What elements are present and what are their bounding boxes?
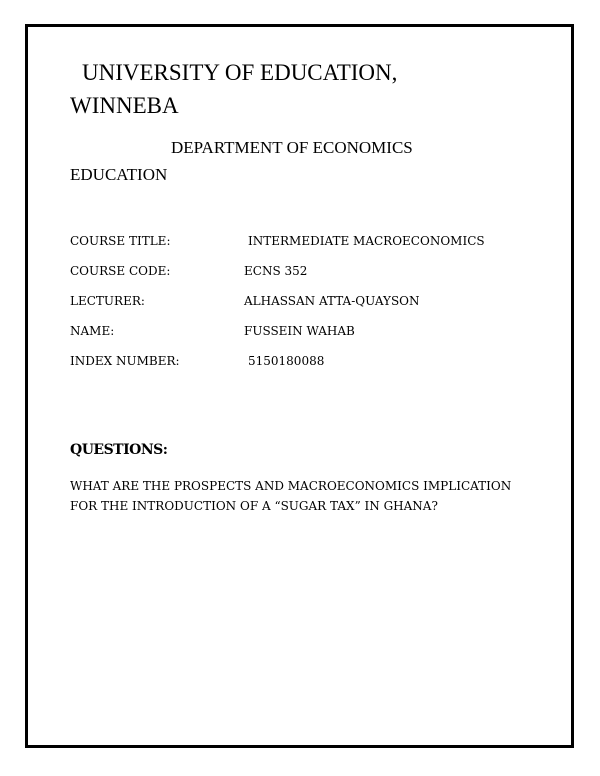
department-title: DEPARTMENT OF ECONOMICS EDUCATION <box>70 138 413 184</box>
lecturer-value: ALHASSAN ATTA-QUAYSON <box>244 294 420 308</box>
name-value: FUSSEIN WAHAB <box>244 324 355 338</box>
question-text: WHAT ARE THE PROSPECTS AND MACROECONOMICS IMPLICATION FOR THE INTRODUCTION OF A “SUGAR TAX” IN GHANA? <box>70 479 512 513</box>
page-border <box>25 24 574 748</box>
course-title-label: COURSE TITLE: <box>70 234 171 248</box>
index-number-label: INDEX NUMBER: <box>70 354 180 368</box>
course-code-label: COURSE CODE: <box>70 264 171 278</box>
index-number-value: 5150180088 <box>248 354 325 368</box>
university-title: UNIVERSITY OF EDUCATION, WINNEBA <box>70 60 398 118</box>
lecturer-label: LECTURER: <box>70 294 145 308</box>
questions-heading: QUESTIONS: <box>70 442 168 458</box>
course-title-value: INTERMEDIATE MACROECONOMICS <box>248 234 485 248</box>
course-code-value: ECNS 352 <box>244 264 308 278</box>
name-label: NAME: <box>70 324 115 338</box>
